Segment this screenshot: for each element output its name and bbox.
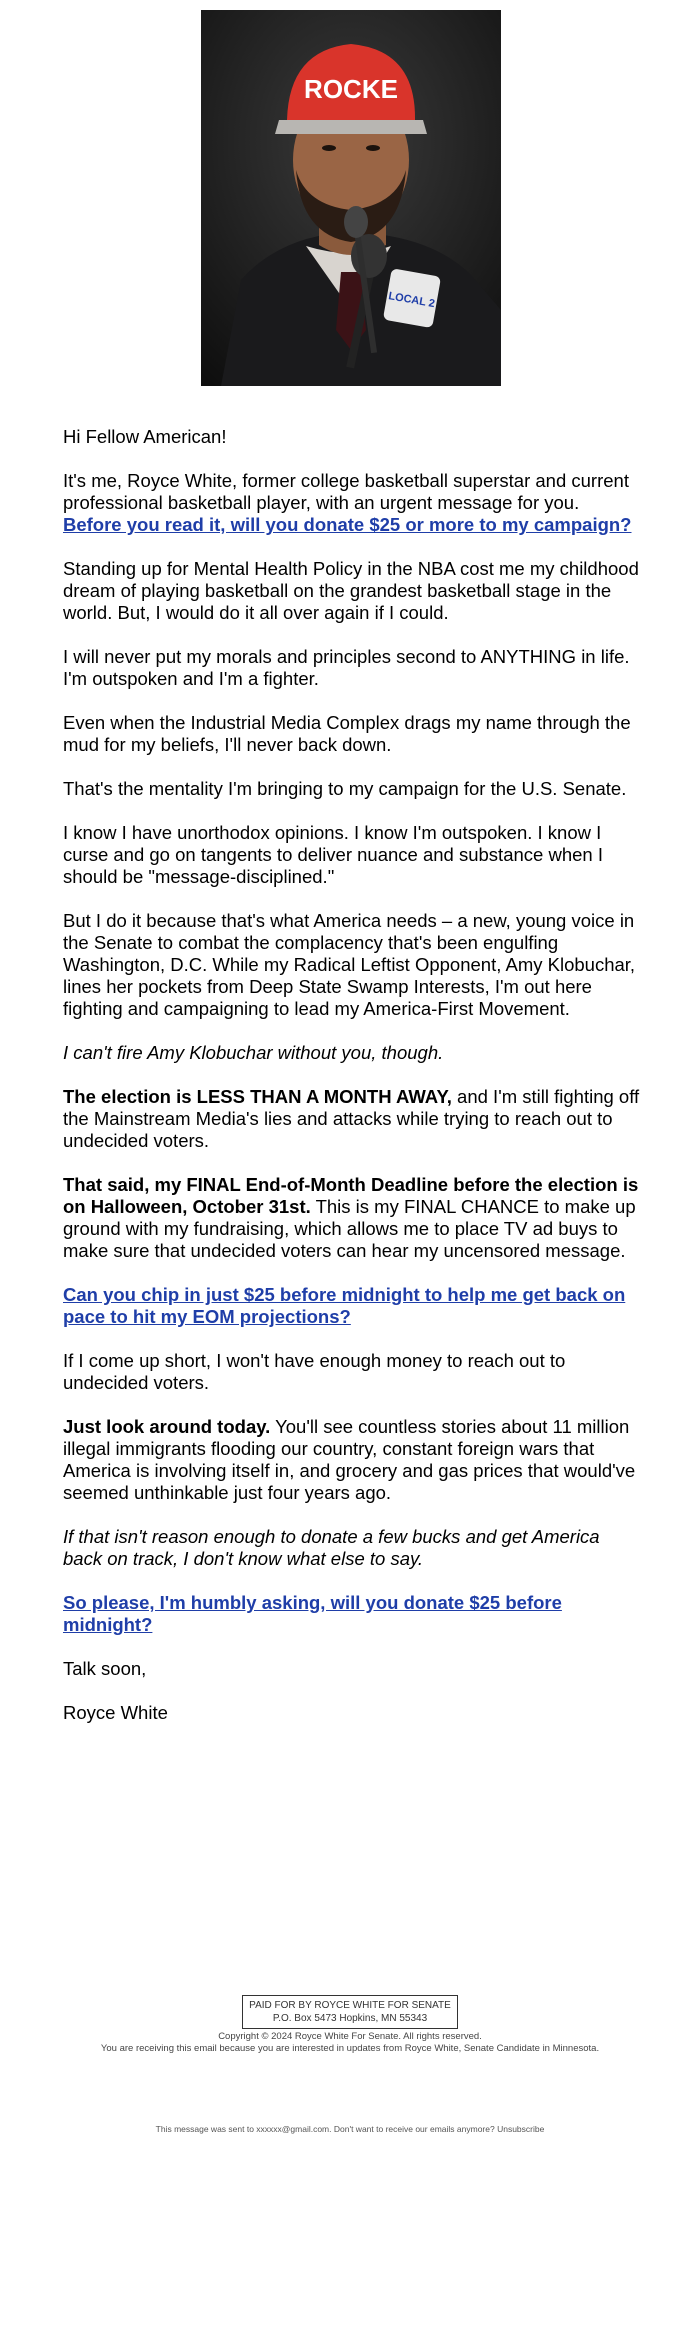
look-text: You'll see countless stories about 11 million illegal immigrants flooding our country, constant foreign wars that America is involving itself in, and grocery and gas prices that would've seemed unthinkable just four years ago.	[63, 1416, 636, 1503]
election-text: and I'm still fighting off the Mainstream Media's lies and attacks while trying to reach out to undecided voters.	[63, 1086, 640, 1151]
footer	[0, 1995, 700, 2055]
paragraph-morals: I will never put my morals and principles second to ANYTHING in life. I'm outspoken and I'm a fighter.	[63, 646, 630, 689]
cap-logo: ROCKE	[304, 74, 398, 104]
paragraph-fire: I can't fire Amy Klobuchar without you, though.	[63, 1042, 444, 1063]
paragraph-look	[63, 1416, 641, 1504]
donate-link-intro[interactable]: Before you read it, will you donate $25 or more to my campaign?	[63, 514, 632, 535]
receiving-notice: You are receiving this email because you are interested in updates from Royce White, Senate Candidate in Minnesota.	[100, 2043, 600, 2054]
paragraph-media: Even when the Industrial Media Complex drags my name through the mud for my beliefs, I'll never back down.	[63, 712, 631, 755]
paragraph-deadline	[63, 1174, 641, 1262]
paragraph-reason: If that isn't reason enough to donate a few bucks and get America back on track, I don't know what else to say.	[63, 1526, 600, 1569]
paragraph-mentality: That's the mentality I'm bringing to my campaign for the U.S. Senate.	[63, 778, 627, 799]
unsubscribe-line	[0, 2124, 700, 2134]
paid-line-1: PAID FOR BY ROYCE WHITE FOR SENATE	[249, 2000, 451, 2011]
donate-link-chip[interactable]: Can you chip in just $25 before midnight to help me get back on pace to hit my EOM projections?	[63, 1284, 626, 1327]
paid-for-box	[242, 1995, 458, 2029]
paragraph-chip	[63, 1284, 641, 1328]
election-bold: The election is LESS THAN A MONTH AWAY,	[63, 1086, 452, 1107]
intro-text: It's me, Royce White, former college basketball superstar and current professional basketball player, with an urgent message for you.	[63, 470, 629, 513]
greeting: Hi Fellow American!	[63, 426, 227, 447]
look-bold: Just look around today.	[63, 1416, 271, 1437]
hero-illustration	[201, 10, 501, 386]
deadline-text: This is my FINAL CHANCE to make up ground with my fundraising, which allows me to place TV ad buys to make sure that undecided voters can hear my uncensored message.	[63, 1196, 636, 1261]
deadline-bold: That said, my FINAL End-of-Month Deadline before the election is on Halloween, October 31st.	[63, 1174, 639, 1217]
hero-photo	[201, 10, 501, 386]
paragraph-america: But I do it because that's what America needs – a new, young voice in the Senate to combat the complacency that's been engulfing Washington, D.C. While my Radical Leftist Opponent, Amy Klobuchar, lines her pockets from Deep State Swamp Interests, I'm out here fighting and campaigning to lead my America-First Movement.	[63, 910, 636, 1019]
intro-paragraph	[63, 470, 641, 536]
sent-to-text: This message was sent to xxxxxx@gmail.com. Don't want to receive our emails anymore?	[155, 2124, 498, 2134]
paragraph-please	[63, 1592, 641, 1636]
paragraph-short: If I come up short, I won't have enough money to reach out to undecided voters.	[63, 1350, 566, 1393]
paragraph-election	[63, 1086, 641, 1152]
signoff: Talk soon,	[63, 1658, 147, 1679]
signature: Royce White	[63, 1702, 168, 1723]
paragraph-standing: Standing up for Mental Health Policy in the NBA cost me my childhood dream of playing basketball on the grandest basketball stage in the world. But, I would do it all over again if I could.	[63, 558, 639, 623]
unsubscribe-link[interactable]: Unsubscribe	[497, 2124, 545, 2134]
paragraph-unorthodox: I know I have unorthodox opinions. I know I'm outspoken. I know I curse and go on tangents to deliver nuance and substance when I should be "message-disciplined."	[63, 822, 603, 887]
mic-flag: LOCAL 2	[387, 290, 436, 311]
donate-link-please[interactable]: So please, I'm humbly asking, will you donate $25 before midnight?	[63, 1592, 562, 1635]
paid-line-2: P.O. Box 5473 Hopkins, MN 55343	[272, 2013, 428, 2024]
copyright: Copyright © 2024 Royce White For Senate. All rights reserved.	[218, 2031, 482, 2042]
email-body	[63, 426, 641, 1746]
